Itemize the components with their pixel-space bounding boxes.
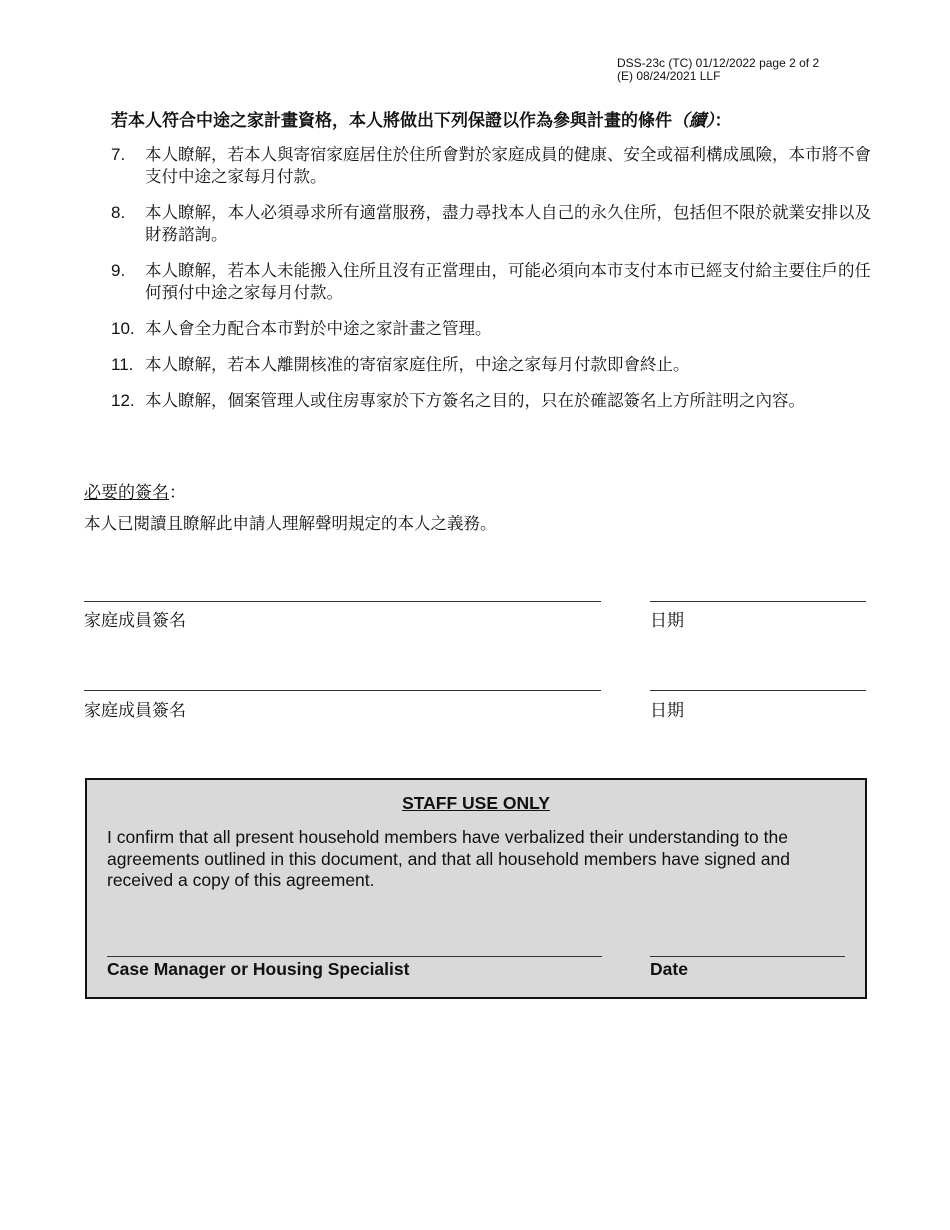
condition-item: [111, 354, 871, 376]
condition-text: 本人會全力配合本市對於中途之家計畫之管理。: [145, 319, 492, 338]
continued-marker: （續）: [672, 111, 715, 131]
required-signatures-colon: ：: [169, 483, 186, 503]
staff-use-box: [85, 778, 867, 999]
condition-item: [111, 144, 871, 188]
condition-number: 11.: [111, 355, 134, 374]
condition-number: 12.: [111, 391, 135, 410]
condition-item: [111, 390, 871, 412]
conditions-intro-text: 若本人符合中途之家計畫資格，本人將做出下列保證以作為參與計畫的條件: [111, 111, 672, 131]
condition-item: [111, 260, 871, 304]
form-code: [617, 57, 819, 83]
staff-date-label: Date: [650, 959, 688, 979]
condition-item: [111, 202, 871, 246]
household-date-line-2[interactable]: [650, 690, 866, 691]
conditions-list: [111, 144, 871, 426]
case-manager-signature-label: Case Manager or Housing Specialist: [107, 959, 410, 979]
conditions-intro-colon: ：: [714, 111, 732, 131]
staff-use-title: STAFF USE ONLY: [402, 793, 550, 813]
condition-text: 本人瞭解，本人必須尋求所有適當服務，盡力尋找本人自己的永久住所，包括但不限於就業安排以及財務諮詢。: [145, 203, 871, 244]
household-date-label-1: 日期: [650, 611, 684, 631]
form-code-line-1: DSS-23c (TC) 01/12/2022 page 2 of 2: [617, 56, 820, 70]
required-signatures-title: 必要的簽名: [84, 483, 169, 503]
case-manager-signature-line[interactable]: [107, 956, 602, 957]
staff-date-line[interactable]: [650, 956, 845, 957]
staff-confirmation-text: I confirm that all present household members have verbalized their understanding to the agreements outlined in this document, and that all household members have signed and received a copy of this agreement.: [107, 827, 790, 890]
conditions-intro: [111, 106, 732, 131]
household-signature-line-2[interactable]: [84, 690, 601, 691]
household-signature-label-1: 家庭成員簽名: [84, 611, 186, 631]
condition-text: 本人瞭解，若本人離開核准的寄宿家庭住所，中途之家每月付款即會終止。: [145, 355, 690, 374]
condition-text: 本人瞭解，若本人未能搬入住所且沒有正當理由，可能必須向本市支付本市已經支付給主要住戶的任何預付中途之家每月付款。: [145, 261, 871, 302]
required-signatures-statement: 本人已閱讀且瞭解此申請人理解聲明規定的本人之義務。: [84, 514, 497, 533]
condition-text: 本人瞭解，個案管理人或住房專家於下方簽名之目的，只在於確認簽名上方所註明之內容。: [145, 391, 805, 410]
condition-number: 8.: [111, 203, 126, 222]
condition-number: 7.: [111, 145, 126, 164]
condition-number: 9.: [111, 261, 126, 280]
household-date-label-2: 日期: [650, 701, 684, 721]
household-date-line-1[interactable]: [650, 601, 866, 602]
form-code-line-2: (E) 08/24/2021 LLF: [617, 69, 721, 83]
household-signature-line-1[interactable]: [84, 601, 601, 602]
condition-text: 本人瞭解，若本人與寄宿家庭居住於住所會對於家庭成員的健康、安全或福利構成風險，本市將不會支付中途之家每月付款。: [145, 145, 871, 186]
condition-number: 10.: [111, 319, 135, 338]
household-signature-label-2: 家庭成員簽名: [84, 701, 186, 721]
condition-item: [111, 318, 871, 340]
required-signatures-heading: [84, 478, 186, 503]
